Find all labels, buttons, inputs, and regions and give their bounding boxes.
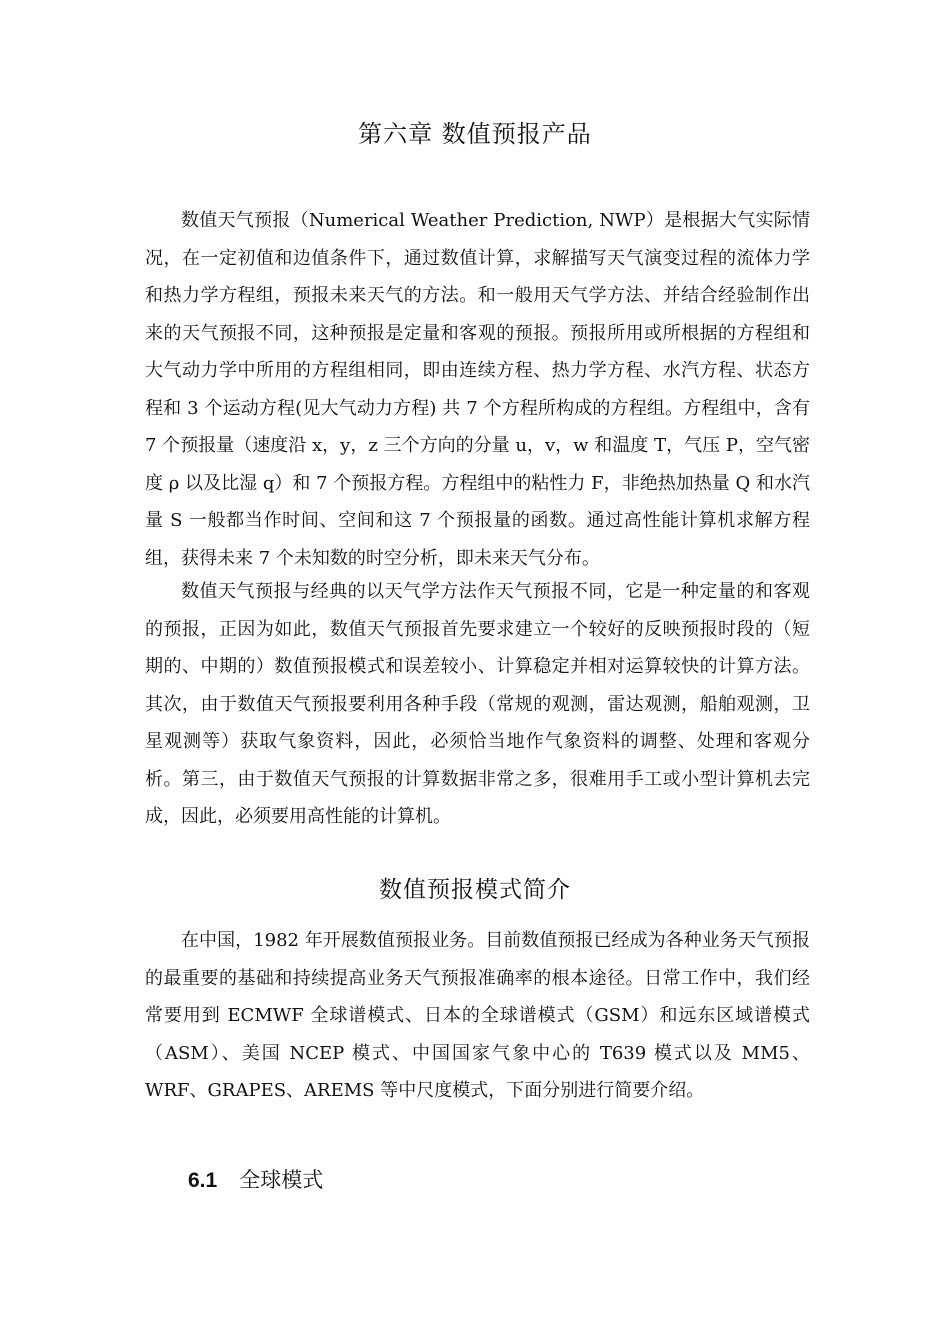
second-paragraph-block xyxy=(145,573,810,836)
intro-paragraph-block xyxy=(145,202,810,577)
paragraph-models-overview: 在中国，1982 年开展数值预报业务。目前数值预报已经成为各种业务天气预报的最重要的基础和持续提高业务天气预报准确率的根本途径。日常工作中，我们经常要用到 ECMWF 全球谱模式、日本的全球谱模式（GSM）和远东区域谱模式（ASM）、美国 NCEP 模式、中国国家气象中心的 T639 模式以及 MM5、WRF、GRAPES、AREMS 等中尺度模式，下面分别进行简要介绍。 xyxy=(145,930,810,1101)
chapter-title: 第六章 数值预报产品 xyxy=(358,120,592,148)
section-title: 数值预报模式简介 xyxy=(379,877,571,903)
section-paragraph-block xyxy=(145,922,810,1110)
subsection-heading xyxy=(188,1162,323,1199)
subsection-number: 6.1 xyxy=(188,1169,218,1192)
subsection-title: 全球模式 xyxy=(239,1168,324,1192)
paragraph-nwp-definition: 数值天气预报（Numerical Weather Prediction, NWP）是根据大气实际情况，在一定初值和边值条件下，通过数值计算，求解描写天气演变过程的流体力学和热力学方程组，预报未来天气的方法。和一般用天气学方法、并结合经验制作出来的天气预报不同，这种预报是定量和客观的预报。预报所用或所根据的方程组和大气动力学中所用的方程组相同，即由连续方程、热力学方程、水汽方程、状态方程和 3 个运动方程(见大气动力方程) 共 7 个方程所构成的方程组。方程组中，含有 7 个预报量（速度沿 x，y，z 三个方向的分量 u，v，w 和温度 T，气压 P，空气密度 ρ 以及比湿 q）和 7 个预报方程。方程组中的粘性力 F，非绝热加热量 Q 和水汽量 S 一般都当作时间、空间和这 7 个预报量的函数。通过高性能计算机求解方程组，获得未来 7 个未知数的时空分析，即未来天气分布。 xyxy=(145,210,810,569)
paragraph-nwp-characteristics: 数值天气预报与经典的以天气学方法作天气预报不同，它是一种定量的和客观的预报，正因为如此，数值天气预报首先要求建立一个较好的反映预报时段的（短期的、中期的）数值预报模式和误差较小、计算稳定并相对运算较快的计算方法。其次，由于数值天气预报要利用各种手段（常规的观测，雷达观测，船舶观测，卫星观测等）获取气象资料，因此，必须恰当地作气象资料的调整、处理和客观分析。第三，由于数值天气预报的计算数据非常之多，很难用手工或小型计算机去完成，因此，必须要用高性能的计算机。 xyxy=(145,581,810,827)
